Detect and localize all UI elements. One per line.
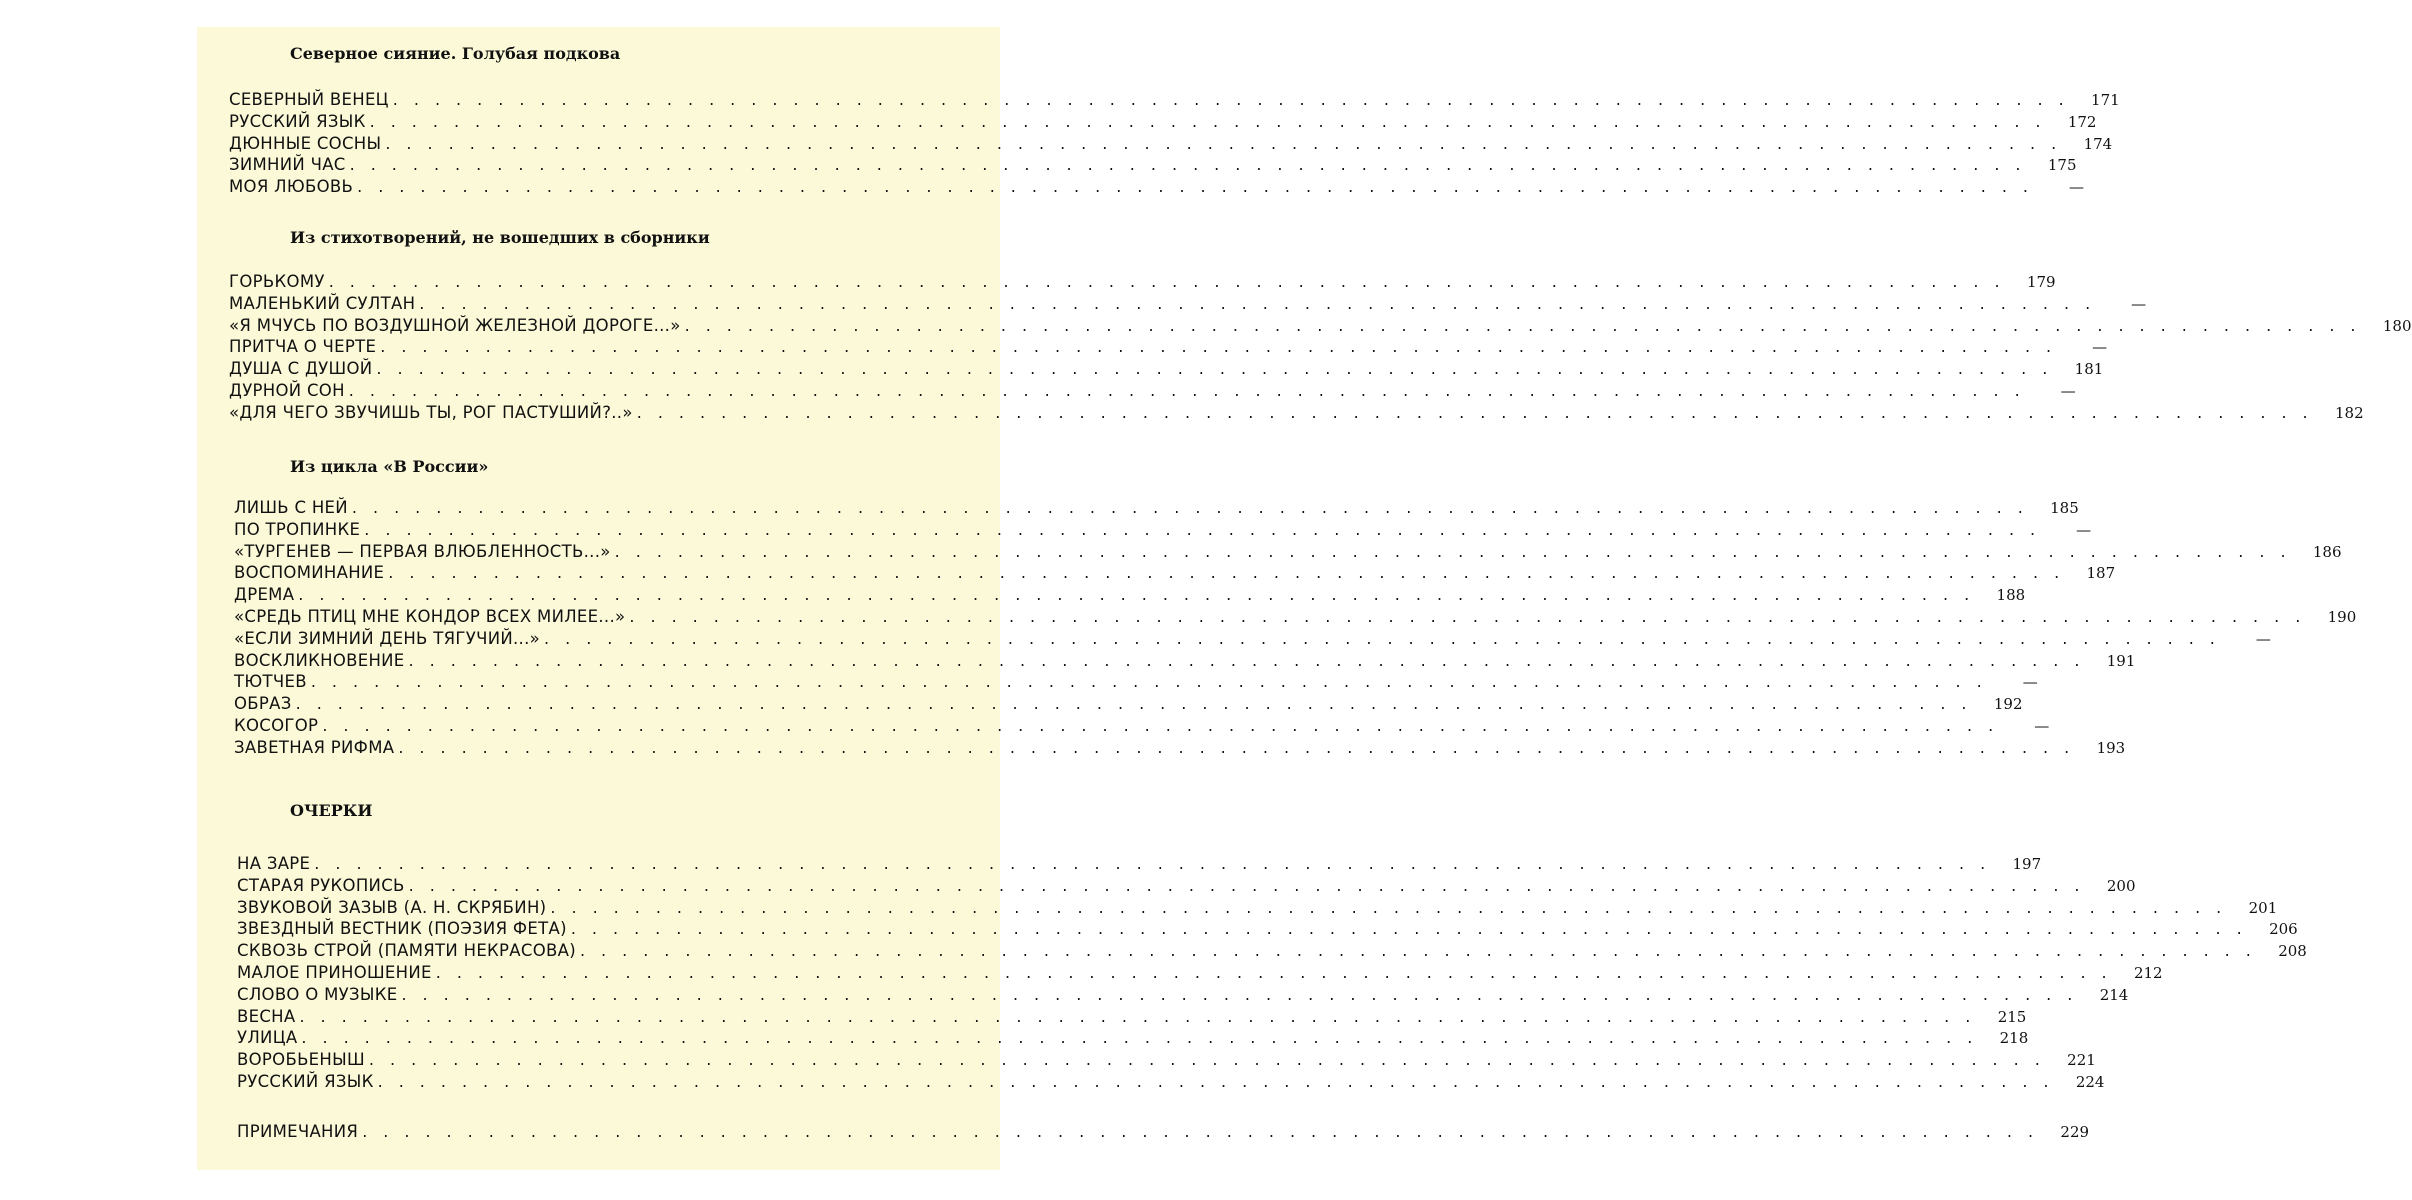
dot-leader: ................................................................................ xyxy=(570,919,2258,939)
section-heading: Северное сияние. Голубая подкова xyxy=(290,44,621,63)
page-number: — xyxy=(2092,338,2108,357)
toc-entry xyxy=(237,1049,2096,1071)
page-number: 193 xyxy=(2096,738,2126,757)
page-number: 206 xyxy=(2269,920,2298,939)
page-number: 212 xyxy=(2133,963,2163,982)
toc-entry xyxy=(229,111,2097,133)
entry-title: ПО ТРОПИНКЕ xyxy=(234,519,361,539)
page-number: 201 xyxy=(2248,898,2278,917)
entry-title: УЛИЦА xyxy=(237,1028,298,1048)
toc-entry xyxy=(234,650,2136,672)
page-number: 218 xyxy=(1999,1029,2029,1048)
dot-leader: ................................................................................ xyxy=(377,1071,2065,1091)
dot-leader: ................................................................................ xyxy=(636,402,2324,422)
dot-leader: ................................................................................ xyxy=(351,498,2039,517)
entry-title: ЗИМНИЙ ЧАС xyxy=(229,155,346,175)
entry-title: «ДЛЯ ЧЕГО ЗВУЧИШЬ ТЫ, РОГ ПАСТУШИЙ?..» xyxy=(229,402,633,422)
toc-entry xyxy=(237,1006,2027,1028)
toc-entry xyxy=(229,402,2364,424)
toc-entry xyxy=(234,606,2357,628)
entry-title: ЗАВЕТНАЯ РИФМА xyxy=(234,737,395,757)
dot-leader: ................................................................................ xyxy=(629,606,2317,626)
dot-leader: ................................................................................ xyxy=(301,1028,1989,1048)
page-number: 185 xyxy=(2050,499,2079,517)
entry-title: ВОСКЛИКНОВЕНИЕ xyxy=(234,650,405,670)
toc-entry xyxy=(237,940,2307,962)
page-number: 172 xyxy=(2067,112,2097,131)
entry-title: РУССКИЙ ЯЗЫК xyxy=(229,111,366,131)
dot-leader: ................................................................................ xyxy=(398,737,2086,757)
entry-title: НА ЗАРЕ xyxy=(237,854,311,873)
dot-leader: ................................................................................ xyxy=(579,941,2267,961)
toc-entry xyxy=(229,293,2147,315)
page-number: — xyxy=(2034,716,2050,735)
toc-entry xyxy=(237,853,2042,875)
entry-title: ОБРАЗ xyxy=(234,694,292,714)
page-number: 200 xyxy=(2106,876,2136,895)
page-number: 224 xyxy=(2075,1072,2105,1091)
dot-leader: ................................................................................ xyxy=(322,715,2010,735)
page-number: 181 xyxy=(2074,360,2104,379)
dot-leader: ................................................................................ xyxy=(435,962,2123,982)
section-heading: ОЧЕРКИ xyxy=(290,801,373,820)
dot-leader: ................................................................................ xyxy=(388,563,2076,583)
toc-entry xyxy=(234,737,2126,759)
page-number: 214 xyxy=(2099,985,2129,1004)
book-page xyxy=(197,27,2412,1170)
entry-title: ДУРНОЙ СОН xyxy=(229,380,345,400)
dot-leader: ................................................................................ xyxy=(392,90,2080,109)
page-number: 171 xyxy=(2091,91,2120,109)
page-number: 221 xyxy=(2067,1051,2096,1070)
page-number: — xyxy=(2060,381,2076,400)
toc-entry xyxy=(237,1027,2029,1049)
page-number: 208 xyxy=(2278,942,2307,961)
toc-entry xyxy=(237,918,2298,940)
page-number: 215 xyxy=(1997,1007,2027,1026)
toc-entry xyxy=(229,271,2056,293)
section-heading: Из цикла «В России» xyxy=(290,457,489,476)
entry-title: СЕВЕРНЫЙ ВЕНЕЦ xyxy=(229,90,389,109)
dot-leader: ................................................................................ xyxy=(408,650,2096,670)
toc-entry xyxy=(237,1071,2105,1093)
dot-leader: ................................................................................ xyxy=(419,293,2107,313)
entry-title: «ЕСЛИ ЗИМНИЙ ДЕНЬ ТЯГУЧИЙ...» xyxy=(234,628,541,648)
page-number: 182 xyxy=(2334,403,2364,422)
entry-list xyxy=(229,89,2120,198)
entry-title: РУССКИЙ ЯЗЫК xyxy=(237,1071,374,1091)
toc-entry xyxy=(237,897,2278,919)
entry-title: ДРЕМА xyxy=(234,585,295,605)
entry-title: СЛОВО О МУЗЫКЕ xyxy=(237,984,398,1004)
toc-entry xyxy=(237,962,2163,984)
page-number: — xyxy=(2131,294,2147,313)
page-number: 175 xyxy=(2047,156,2077,175)
page-number: 190 xyxy=(2327,607,2357,626)
dot-leader: ................................................................................ xyxy=(369,111,2057,131)
toc-entry xyxy=(234,693,2023,715)
entry-title: «Я МЧУСЬ ПО ВОЗДУШНОЙ ЖЕЛЕЗНОЙ ДОРОГЕ...» xyxy=(229,315,681,335)
entry-title: ЗВУКОВОЙ ЗАЗЫВ (А. Н. СКРЯБИН) xyxy=(237,897,547,917)
dot-leader: ................................................................................ xyxy=(614,541,2302,561)
entry-title: ДУША С ДУШОЙ xyxy=(229,359,373,379)
page-number: 197 xyxy=(2012,855,2042,873)
toc-entry xyxy=(229,380,2076,402)
toc-entry xyxy=(229,176,2084,198)
page-number: 187 xyxy=(2086,564,2116,583)
dot-leader: ................................................................................ xyxy=(298,585,1986,605)
toc-entry xyxy=(229,358,2104,380)
entry-title: «СРЕДЬ ПТИЦ МНЕ КОНДОР ВСЕХ МИЛЕЕ...» xyxy=(234,606,626,626)
toc-entry xyxy=(229,336,2108,358)
entry-list xyxy=(229,271,2412,424)
entry-title: ГОРЬКОМУ xyxy=(229,272,325,291)
dot-leader: ................................................................................ xyxy=(328,272,2016,291)
entry-title: КОСОГОР xyxy=(234,715,319,735)
entry-title: ЛИШЬ С НЕЙ xyxy=(234,498,348,517)
dot-leader: ................................................................................ xyxy=(544,628,2231,648)
toc-entry xyxy=(234,562,2116,584)
dot-leader: ................................................................................ xyxy=(310,672,1998,692)
entry-title: ДЮННЫЕ СОСНЫ xyxy=(229,133,382,153)
toc-entry xyxy=(234,584,2026,606)
entry-title: ТЮТЧЕВ xyxy=(234,672,307,692)
toc-entry xyxy=(237,1121,2090,1143)
page-number: 186 xyxy=(2312,542,2342,561)
entry-list xyxy=(237,853,2307,1093)
dot-leader: ................................................................................ xyxy=(357,177,2044,197)
entry-title: СКВОЗЬ СТРОЙ (ПАМЯТИ НЕКРАСОВА) xyxy=(237,941,576,961)
dot-leader: ................................................................................ xyxy=(295,694,1983,714)
toc-entry xyxy=(234,497,2079,519)
dot-leader: ................................................................................ xyxy=(550,897,2238,917)
toc-entry xyxy=(237,984,2129,1006)
toc-entry xyxy=(234,715,2050,737)
page-number: 179 xyxy=(2026,273,2056,291)
toc-entry xyxy=(234,541,2342,563)
toc-entry xyxy=(234,519,2092,541)
dot-leader: ................................................................................ xyxy=(380,337,2068,357)
dot-leader: ................................................................................ xyxy=(684,315,2372,335)
entry-title: ПРИМЕЧАНИЯ xyxy=(237,1122,359,1141)
entry-list xyxy=(237,1121,2090,1143)
dot-leader: ................................................................................ xyxy=(314,854,2002,873)
entry-title: ПРИТЧА О ЧЕРТЕ xyxy=(229,337,377,357)
dot-leader: ................................................................................ xyxy=(376,359,2064,379)
page-number: 229 xyxy=(2060,1123,2090,1141)
entry-list xyxy=(234,497,2357,759)
entry-title: МОЯ ЛЮБОВЬ xyxy=(229,177,354,197)
entry-title: ВОСПОМИНАНИЕ xyxy=(234,563,385,583)
toc-entry xyxy=(237,875,2136,897)
entry-title: «ТУРГЕНЕВ — ПЕРВАЯ ВЛЮБЛЕННОСТЬ...» xyxy=(234,541,611,561)
page-number: 174 xyxy=(2083,134,2113,153)
page-number: — xyxy=(2255,629,2271,648)
toc-entry xyxy=(229,315,2412,337)
page-number: — xyxy=(2022,673,2038,692)
entry-title: МАЛЕНЬКИЙ СУЛТАН xyxy=(229,293,416,313)
section-heading: Из стихотворений, не вошедших в сборники xyxy=(290,228,710,247)
dot-leader: ................................................................................ xyxy=(408,875,2096,895)
dot-leader: ................................................................................ xyxy=(364,519,2052,539)
page-number: 180 xyxy=(2382,316,2412,335)
toc-entry xyxy=(229,133,2113,155)
dot-leader: ................................................................................ xyxy=(349,155,2037,175)
entry-title: МАЛОЕ ПРИНОШЕНИЕ xyxy=(237,962,432,982)
page-number: — xyxy=(2076,520,2092,539)
entry-title: ВОРОБЬЕНЫШ xyxy=(237,1050,365,1070)
dot-leader: ................................................................................ xyxy=(401,984,2089,1004)
page-number: 188 xyxy=(1996,586,2026,605)
dot-leader: ................................................................................ xyxy=(348,380,2036,400)
dot-leader: ................................................................................ xyxy=(368,1050,2056,1070)
toc-entry xyxy=(229,89,2120,111)
toc-entry xyxy=(229,154,2077,176)
dot-leader: ................................................................................ xyxy=(385,133,2073,153)
page-number: — xyxy=(2068,178,2084,197)
entry-title: ЗВЕЗДНЫЙ ВЕСТНИК (ПОЭЗИЯ ФЕТА) xyxy=(237,919,567,939)
entry-title: СТАРАЯ РУКОПИСЬ xyxy=(237,875,405,895)
toc-entry xyxy=(234,628,2271,650)
dot-leader: ................................................................................ xyxy=(362,1122,2050,1141)
page-number: 192 xyxy=(1993,695,2023,714)
dot-leader: ................................................................................ xyxy=(299,1006,1987,1026)
toc-entry xyxy=(234,671,2038,693)
page-number: 191 xyxy=(2106,651,2136,670)
entry-title: ВЕСНА xyxy=(237,1006,296,1026)
